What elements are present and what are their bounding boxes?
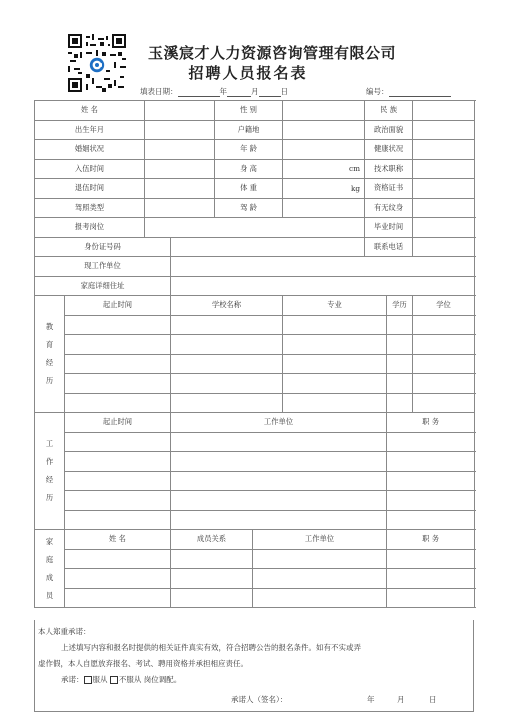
commitment-choice-suffix: 岗位调配。 — [141, 675, 182, 684]
label-position: 报考岗位 — [35, 218, 145, 238]
field-ethnicity[interactable] — [413, 101, 475, 121]
label-address: 家庭详细住址 — [35, 276, 171, 296]
family-header-title: 职 务 — [387, 530, 475, 550]
fill-date-day-label: 日 — [280, 87, 288, 96]
label-driving-age: 驾 龄 — [215, 198, 283, 218]
field-position[interactable] — [145, 218, 365, 238]
field-health[interactable] — [413, 140, 475, 160]
family-header-name: 姓 名 — [65, 530, 171, 550]
label-employer: 现工作单位 — [35, 257, 171, 277]
edu-header-academic-degree: 学位 — [413, 296, 475, 316]
work-row[interactable] — [35, 452, 475, 472]
fill-date-year-label: 年 — [219, 87, 227, 96]
commitment-box — [34, 620, 474, 712]
qr-code-icon — [68, 34, 126, 92]
fill-date — [140, 86, 288, 97]
field-weight[interactable]: kg — [283, 179, 365, 199]
education-row[interactable] — [35, 335, 475, 355]
not-obey-checkbox[interactable] — [110, 676, 118, 684]
obey-label: 服从 — [92, 675, 108, 684]
commitment-line-2: 虚作假，本人自愿放弃报名、考试、聘用资格并承担相应责任。 — [38, 659, 248, 668]
label-gender: 性 别 — [215, 101, 283, 121]
family-header-relation: 成员关系 — [171, 530, 253, 550]
field-marital[interactable] — [145, 140, 215, 160]
field-height[interactable]: cm — [283, 159, 365, 179]
label-political: 政治面貌 — [365, 120, 413, 140]
education-row[interactable] — [35, 354, 475, 374]
education-row[interactable] — [35, 393, 475, 413]
label-entry-time: 入伍时间 — [35, 159, 145, 179]
work-section-label: 工 作 经 历 — [35, 413, 65, 530]
edu-header-period: 起止时间 — [65, 296, 171, 316]
field-phone[interactable] — [413, 237, 475, 257]
commitment-choice-prefix: 承诺： — [61, 675, 84, 684]
education-row[interactable] — [35, 315, 475, 335]
field-tech-title[interactable] — [413, 159, 475, 179]
commitment-title: 本人郑重承诺： — [38, 627, 91, 636]
field-household[interactable] — [283, 120, 365, 140]
family-row[interactable] — [35, 549, 475, 569]
commitment-line-1: 上述填写内容和报名时提供的相关证件真实有效，符合招聘公告的报名条件。如有不实或弄 — [61, 643, 361, 652]
family-section-label: 家 庭 成 员 — [35, 530, 65, 608]
work-row[interactable] — [35, 471, 475, 491]
field-license-type[interactable] — [145, 198, 215, 218]
obey-checkbox[interactable] — [84, 676, 92, 684]
family-header-employer: 工作单位 — [253, 530, 387, 550]
form-number-label: 编号： — [366, 87, 389, 96]
fill-date-day-blank[interactable] — [259, 88, 281, 97]
label-marital: 婚姻状况 — [35, 140, 145, 160]
fill-date-label: 填表日期： — [140, 87, 178, 96]
work-row[interactable] — [35, 510, 475, 530]
field-gender[interactable] — [283, 101, 365, 121]
form-number — [366, 86, 451, 97]
field-entry-time[interactable] — [145, 159, 215, 179]
field-address[interactable] — [171, 276, 475, 296]
label-birth: 出生年月 — [35, 120, 145, 140]
field-qualification[interactable] — [413, 179, 475, 199]
field-driving-age[interactable] — [283, 198, 365, 218]
label-height: 身 高 — [215, 159, 283, 179]
edu-header-major: 专业 — [283, 296, 387, 316]
company-name: 玉溪宸才人力资源咨询管理有限公司 — [148, 44, 397, 62]
work-header-employer: 工作单位 — [171, 413, 387, 433]
family-row[interactable] — [35, 569, 475, 589]
label-name: 姓 名 — [35, 101, 145, 121]
work-row[interactable] — [35, 432, 475, 452]
not-obey-label: 不服从 — [118, 675, 142, 684]
fill-date-month-label: 月 — [251, 87, 259, 96]
education-section-label: 教 育 经 历 — [35, 296, 65, 413]
label-discharge-time: 退伍时间 — [35, 179, 145, 199]
sign-year: 年 — [367, 695, 375, 704]
form-title: 招聘人员报名表 — [188, 64, 308, 82]
sign-day: 日 — [429, 695, 437, 704]
label-qualification: 资格证书 — [365, 179, 413, 199]
work-header-period: 起止时间 — [65, 413, 171, 433]
edu-header-school: 学校名称 — [171, 296, 283, 316]
edu-header-degree: 学历 — [387, 296, 413, 316]
label-tech-title: 技术职称 — [365, 159, 413, 179]
commitment-choice — [61, 674, 181, 685]
form-number-blank[interactable] — [389, 88, 451, 97]
work-row[interactable] — [35, 491, 475, 511]
signer-label: 承诺人（签名）： — [231, 695, 288, 704]
family-row[interactable] — [35, 588, 475, 608]
fill-date-year-blank[interactable] — [178, 88, 220, 97]
label-id-number: 身份证号码 — [35, 237, 171, 257]
field-birth[interactable] — [145, 120, 215, 140]
label-age: 年 龄 — [215, 140, 283, 160]
field-grad-time[interactable] — [413, 218, 475, 238]
label-weight: 体 重 — [215, 179, 283, 199]
label-phone: 联系电话 — [365, 237, 413, 257]
work-header-title: 职 务 — [387, 413, 475, 433]
label-license-type: 驾照类型 — [35, 198, 145, 218]
field-id-number[interactable] — [171, 237, 365, 257]
field-name[interactable] — [145, 101, 215, 121]
field-discharge-time[interactable] — [145, 179, 215, 199]
sign-month: 月 — [397, 695, 405, 704]
label-household: 户籍地 — [215, 120, 283, 140]
field-political[interactable] — [413, 120, 475, 140]
field-tattoo[interactable] — [413, 198, 475, 218]
field-employer[interactable] — [171, 257, 475, 277]
registration-table — [34, 100, 475, 608]
education-row[interactable] — [35, 374, 475, 394]
label-health: 健康状况 — [365, 140, 413, 160]
label-ethnicity: 民 族 — [365, 101, 413, 121]
field-age[interactable] — [283, 140, 365, 160]
label-grad-time: 毕业时间 — [365, 218, 413, 238]
label-tattoo: 有无纹身 — [365, 198, 413, 218]
fill-date-month-blank[interactable] — [227, 88, 251, 97]
